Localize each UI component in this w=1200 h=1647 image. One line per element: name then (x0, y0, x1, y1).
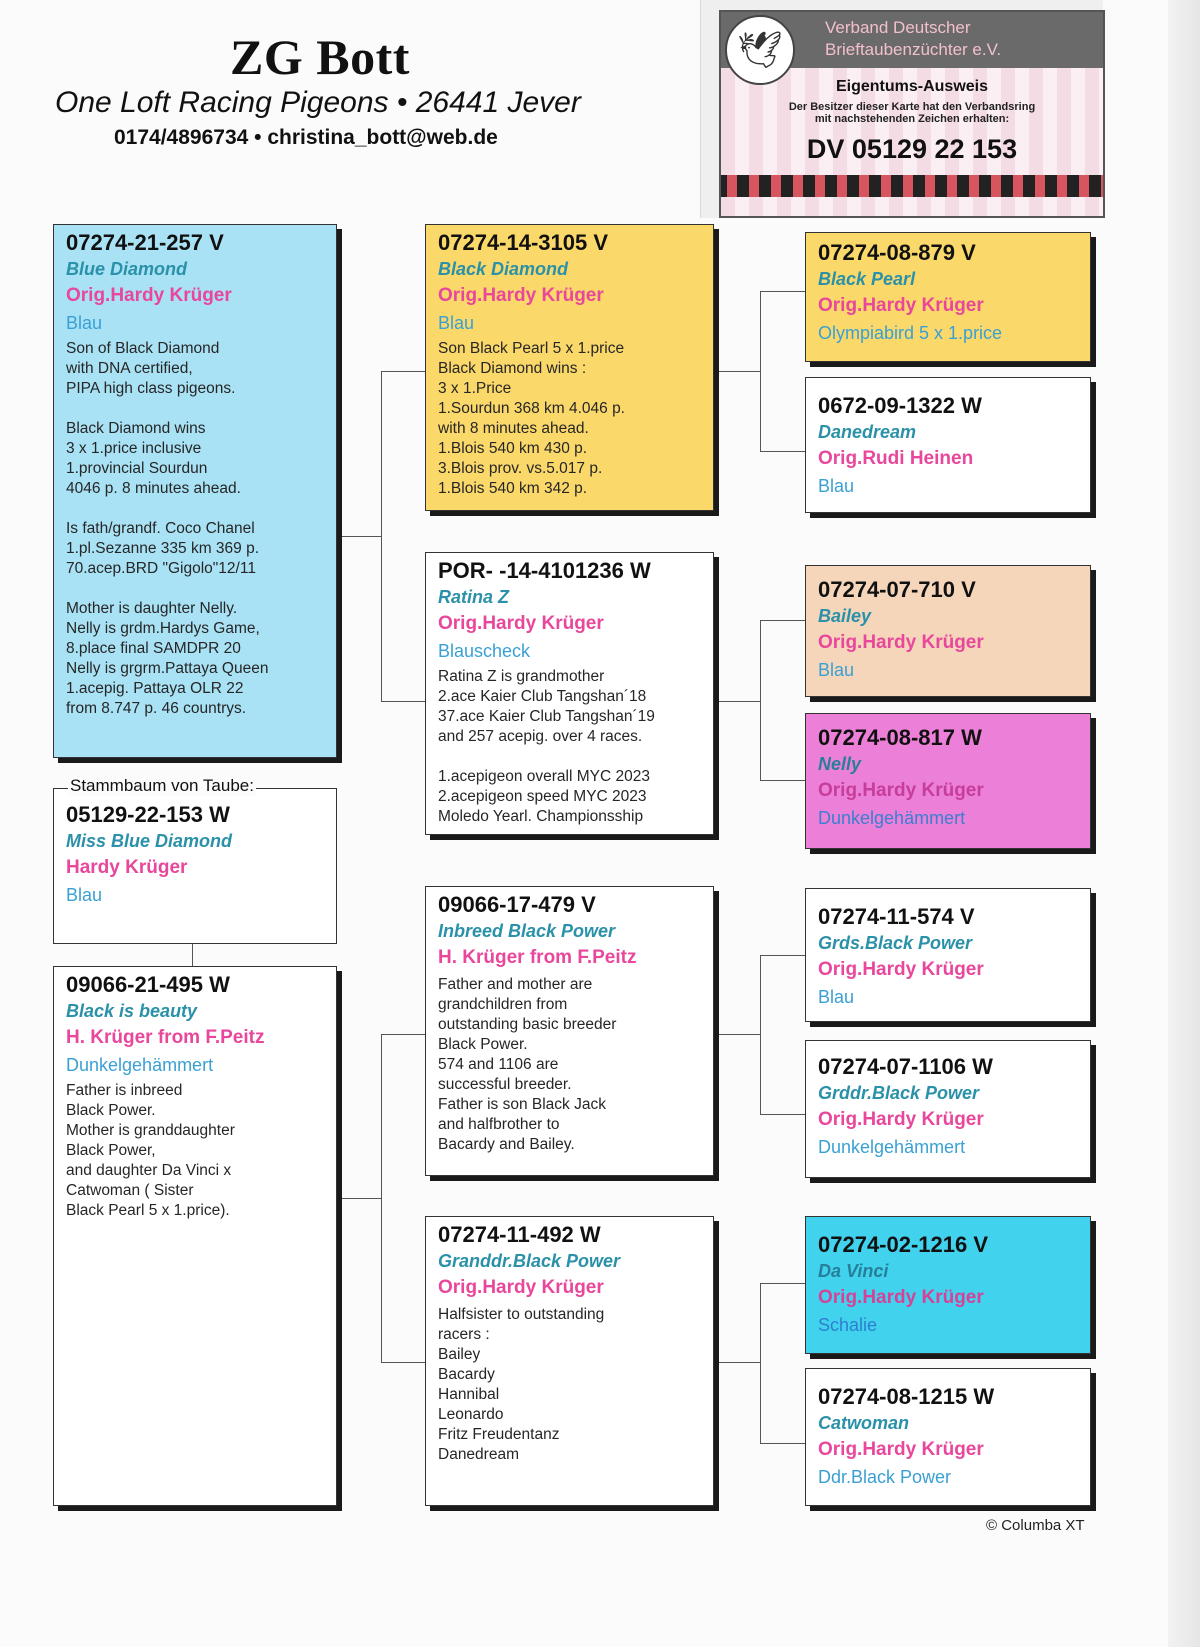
card-text-line2: mit nachstehenden Zeichen erhalten: (814, 113, 1010, 125)
breeder: Orig.Hardy Krüger (818, 1109, 984, 1130)
plumage-color: Blau (818, 660, 855, 680)
page-title: ZG Bott (230, 29, 410, 85)
plumage-color: Dunkelgehämmert (818, 808, 966, 828)
connector-line (714, 1362, 760, 1363)
pedigree-notes: Father and mother are grandchildren from outstanding basic breeder Black Power. 574 and 1106 are successful breeder. Father is son Black Jack and halfbrother to Bacardy and Bailey. (438, 976, 617, 1153)
connector-line (760, 620, 805, 621)
ownership-card (700, 0, 1103, 218)
pedigree-notes: Son Black Pearl 5 x 1.price Black Diamond wins : 3 x 1.Price 1.Sourdun 368 km 4.046 p. with 8 minutes ahead. 1.Blois 540 km 430 p. 3.Blois prov. vs.5.017 p. 1.Blois 540 km 342 p. (438, 340, 625, 497)
plumage-color: Blau (818, 476, 855, 496)
connector-line (381, 1034, 425, 1035)
connector-line (760, 620, 761, 780)
connector-line (760, 1283, 761, 1443)
breeder: H. Krüger from F.Peitz (438, 947, 637, 968)
connector-line (760, 451, 805, 452)
contact-info: 0174/4896734 • christina_bott@web.de (114, 126, 498, 149)
connector-line (381, 371, 425, 372)
maternal-grandfather-card (425, 886, 714, 1176)
breeder: Orig.Hardy Krüger (438, 1277, 604, 1298)
maternal-grandmother-card (425, 1216, 714, 1506)
ring-number: 07274-08-817 W (818, 725, 982, 750)
connector-line (381, 1362, 425, 1363)
connector-line (714, 1034, 760, 1035)
breeder: Orig.Hardy Krüger (66, 285, 232, 306)
breeder: Orig.Hardy Krüger (818, 780, 984, 801)
breeder: Orig.Rudi Heinen (818, 448, 974, 469)
page-edge (1168, 0, 1200, 1647)
pedigree-notes: Father is inbreed Black Power. Mother is granddaughter Black Power, and daughter Da Vinci x Catwoman ( Sister Black Pearl 5 x 1.price). (66, 1082, 235, 1219)
pigeon-name: Grddr.Black Power (818, 1083, 980, 1103)
great-grandparent-card (805, 232, 1091, 362)
ring-number: 0672-09-1322 W (818, 393, 982, 418)
ring-number: 07274-11-492 W (438, 1222, 601, 1247)
copyright: © Columba XT (986, 1517, 1085, 1534)
breeder: Orig.Hardy Krüger (438, 285, 604, 306)
connector-line (760, 291, 761, 451)
great-grandparent-card (805, 888, 1091, 1022)
pedigree-notes: Ratina Z is grandmother 2.ace Kaier Club Tangshan´18 37.ace Kaier Club Tangshan´19 and 257 acepig. over 4 races. 1.acepigeon overall MYC 2023 2.acepigeon speed MYC 2023 Moledo Yearl. Championsship (438, 668, 655, 825)
plumage-color: Dunkelgehämmert (66, 1055, 214, 1075)
breeder: Orig.Hardy Krüger (818, 1287, 984, 1308)
ring-number: POR- -14-4101236 W (438, 558, 651, 583)
card-title: Eigentums-Ausweis (835, 78, 989, 95)
ring-number: 07274-21-257 V (66, 230, 224, 255)
father-card (53, 224, 337, 758)
pigeon-name: Blue Diamond (66, 259, 188, 279)
breeder: Orig.Hardy Krüger (438, 613, 604, 634)
ring-number: 07274-08-879 V (818, 240, 976, 265)
connector-line (760, 1283, 805, 1284)
paternal-grandfather-card (425, 224, 714, 511)
ring-number: 07274-11-574 V (818, 904, 975, 929)
breeder: Orig.Hardy Krüger (818, 632, 984, 653)
breeder: Orig.Hardy Krüger (818, 959, 984, 980)
breeder: Hardy Krüger (66, 857, 188, 878)
dove-icon: 🕊 (725, 15, 795, 85)
connector-line (760, 291, 805, 292)
pigeon-name: Granddr.Black Power (438, 1251, 621, 1271)
plumage-color: Schalie (818, 1315, 878, 1335)
connector-line (760, 780, 805, 781)
great-grandparent-card (805, 565, 1091, 697)
plumage-color: Blauscheck (438, 641, 531, 661)
pigeon-name: Grds.Black Power (818, 933, 973, 953)
connector-line (714, 371, 760, 372)
connector-line (760, 955, 761, 1114)
pigeon-name: Black Diamond (438, 259, 569, 279)
connector-line (381, 371, 382, 702)
plumage-color: Blau (66, 313, 103, 333)
great-grandparent-card (805, 1040, 1091, 1178)
pigeon-name: Miss Blue Diamond (66, 831, 233, 851)
card-org-line2: Brieftaubenzüchter e.V. (825, 40, 1002, 59)
connector-line (381, 701, 425, 702)
pigeon-name: Inbreed Black Power (438, 921, 616, 941)
ring-number: 07274-07-710 V (818, 577, 976, 602)
ring-number: 09066-17-479 V (438, 892, 596, 917)
great-grandparent-card (805, 377, 1091, 513)
mother-card (53, 966, 337, 1506)
breeder: H. Krüger from F.Peitz (66, 1027, 265, 1048)
ring-number: 05129-22-153 W (66, 802, 230, 827)
ring-number: 07274-02-1216 V (818, 1232, 989, 1257)
card-header (721, 12, 1103, 68)
paternal-grandmother-card (425, 552, 714, 835)
pedigree-label: Stammbaum von Taube: (70, 776, 254, 795)
great-grandparent-card (805, 1368, 1091, 1506)
plumage-color: Olympiabird 5 x 1.price (818, 323, 1003, 343)
ring-number: 09066-21-495 W (66, 972, 230, 997)
connector-line (714, 701, 760, 702)
pedigree-notes: Halfsister to outstanding racers : Bailey Bacardy Hannibal Leonardo Fritz Freudentanz Danedream (438, 1306, 605, 1463)
connector-line (337, 536, 381, 537)
pigeon-name: Danedream (818, 422, 917, 442)
pigeon-name: Nelly (818, 754, 862, 774)
plumage-color: Blau (818, 987, 855, 1007)
subject-card (53, 788, 337, 944)
pigeon-name: Black Pearl (818, 269, 916, 289)
pedigree-notes: Son of Black Diamond with DNA certified, PIPA high class pigeons. Black Diamond wins 3 x 1.price inclusive 1.provincial Sourdun 4046 p. 8 minutes ahead. Is fath/grandf. Coco Chanel 1.pl.Sezanne 335 km 369 p. 70.acep.BRD "Gigolo"12/11 Mother is daughter Nelly. Nelly is grdm.Hardys Game, 8.place final SAMDPR 20 Nelly is grgrm.Pattaya Queen 1.acepig. Pattaya OLR 22 from 8.747 p. 46 countrys. (66, 340, 269, 717)
great-grandparent-card (805, 1216, 1091, 1354)
ring-number: 07274-07-1106 W (818, 1054, 993, 1079)
ring-number: 07274-14-3105 V (438, 230, 609, 255)
pigeon-name: Bailey (818, 606, 872, 626)
breeder: Orig.Hardy Krüger (818, 295, 984, 316)
card-decor-strip (721, 175, 1103, 197)
connector-line (337, 1198, 381, 1199)
great-grandparent-card (805, 713, 1091, 849)
card-text (721, 101, 1103, 125)
pigeon-name: Ratina Z (438, 587, 510, 607)
pigeon-name: Black is beauty (66, 1001, 198, 1021)
card-text-line1: Der Besitzer dieser Karte hat den Verbandsring (788, 101, 1036, 113)
pigeon-name: Catwoman (818, 1413, 910, 1433)
ring-number: 07274-08-1215 W (818, 1384, 995, 1409)
connector-line (760, 1443, 805, 1444)
plumage-color: Dunkelgehämmert (818, 1137, 966, 1157)
connector-line (760, 1114, 805, 1115)
connector-line (760, 955, 805, 956)
connector-line (381, 1034, 382, 1363)
breeder: Orig.Hardy Krüger (818, 1439, 984, 1460)
ownership-card-body (719, 10, 1105, 218)
card-org-line1: Verband Deutscher (825, 18, 971, 37)
card-ring-number: DV 05129 22 153 (806, 134, 1018, 164)
page-subtitle: One Loft Racing Pigeons • 26441 Jever (55, 86, 581, 119)
plumage-color: Ddr.Black Power (818, 1467, 952, 1487)
plumage-color: Blau (438, 313, 475, 333)
pigeon-name: Da Vinci (818, 1261, 889, 1281)
plumage-color: Blau (66, 885, 103, 905)
